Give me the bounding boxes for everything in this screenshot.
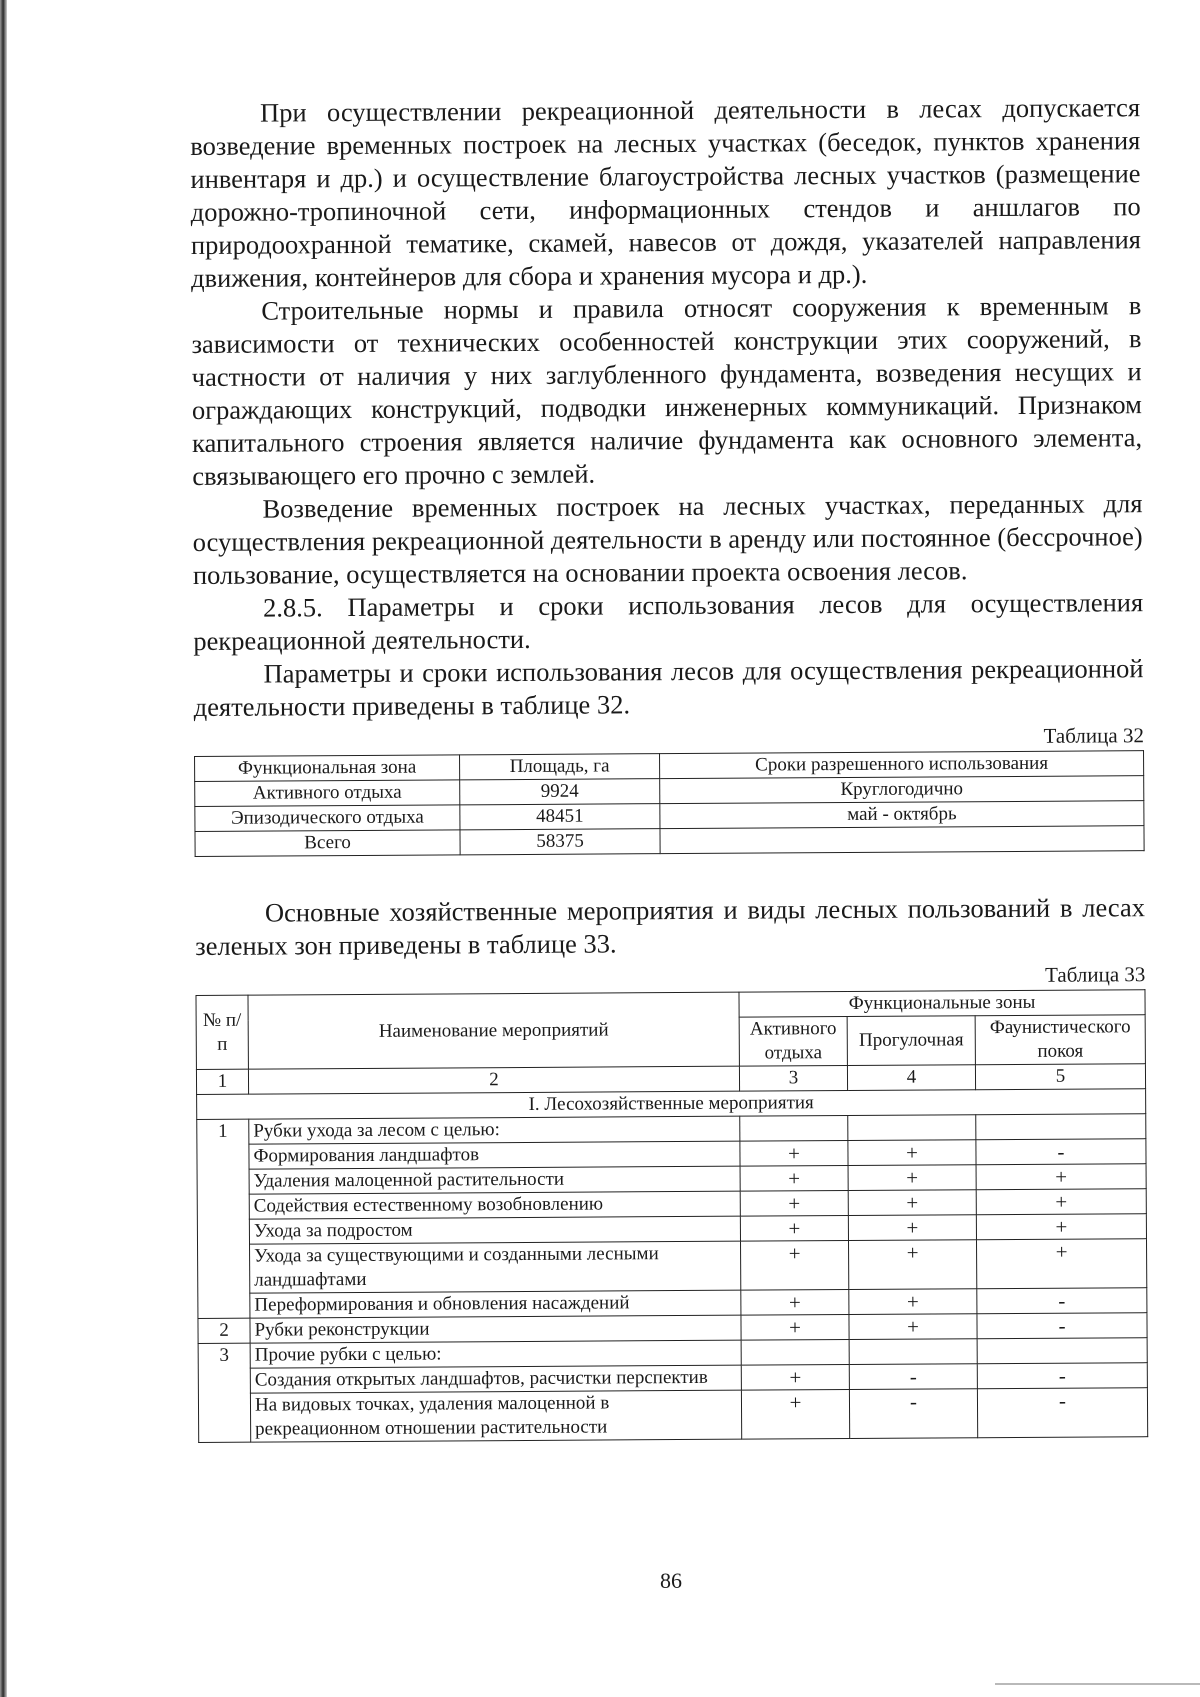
table-row — [198, 1388, 1147, 1443]
table33-cell-mark: + — [740, 1166, 848, 1192]
table-row — [195, 826, 1144, 857]
table32-cell-zone: Активного отдыха — [195, 780, 460, 807]
table32-header-period: Сроки разрешенного использования — [660, 751, 1144, 779]
table-row — [198, 1239, 1147, 1294]
table32-cell-area: 48451 — [460, 804, 660, 830]
column-number: 2 — [248, 1066, 739, 1094]
table33-cell-mark: + — [976, 1189, 1146, 1215]
table33-header-faunistic: Фаунистического покоя — [975, 1015, 1145, 1065]
paragraph-table32-intro: Параметры и сроки использования лесов для осуществления рекреационной деятельности приведены в таблице 32. — [193, 653, 1144, 722]
table33-cell-mark: - — [977, 1388, 1147, 1438]
table33-cell-mark: - — [977, 1313, 1147, 1339]
table33-cell-mark: - — [976, 1139, 1146, 1165]
table33-cell-name: Удаления малоценной растительности — [249, 1166, 740, 1194]
table33-cell-mark: + — [848, 1215, 976, 1241]
table33-cell-mark: + — [740, 1141, 848, 1167]
table32-cell-period: май - октябрь — [660, 801, 1144, 829]
table33-cell-mark: - — [977, 1288, 1147, 1314]
table33-cell-num: 1 — [197, 1119, 250, 1318]
table33-section-title: I. Лесохозяйственные мероприятия — [197, 1089, 1146, 1120]
table32-cell-area: 9924 — [460, 779, 660, 805]
table32-cell-zone: Всего — [195, 830, 460, 857]
scan-bottom-line — [995, 1683, 1200, 1685]
table-33 — [195, 989, 1148, 1443]
table33-cell-mark: + — [849, 1314, 977, 1340]
table33-cell-mark: + — [848, 1165, 976, 1191]
table33-cell-mark: + — [848, 1240, 976, 1290]
table33-cell-mark: + — [848, 1140, 976, 1166]
table32-caption: Таблица 32 — [1043, 723, 1144, 748]
table33-cell-mark: + — [848, 1190, 976, 1216]
table33-cell-name: Формирования ландшафтов — [249, 1141, 740, 1169]
table33-cell-mark — [977, 1338, 1147, 1364]
table32-cell-zone: Эпизодического отдыха — [195, 805, 460, 832]
column-number: 4 — [847, 1065, 975, 1091]
table33-cell-mark: + — [741, 1314, 849, 1340]
scan-edge-shadow — [0, 0, 7, 1697]
table33-cell-mark — [848, 1115, 976, 1141]
table33-header-num: № п/п — [196, 995, 248, 1069]
table33-body — [197, 1114, 1148, 1443]
table33-cell-mark: + — [740, 1240, 848, 1290]
table32-header-zone: Функциональная зона — [195, 755, 460, 782]
table33-cell-mark — [740, 1116, 848, 1142]
table33-cell-name: Прочие рубки с целью: — [250, 1340, 741, 1368]
table33-cell-name: Ухода за существующими и созданными лесными ландшафтами — [250, 1241, 741, 1293]
table33-cell-mark: + — [976, 1164, 1146, 1190]
table33-header-zones: Функциональные зоны — [739, 990, 1145, 1017]
column-number: 3 — [739, 1066, 847, 1092]
paragraph-table33-intro: Основные хозяйственные мероприятия и виды лесных пользований в лесах зеленых зон приведены в таблице 33. — [195, 892, 1146, 961]
paragraph-building-norms: Строительные нормы и правила относят сооружения к временным в зависимости от технических особенностей конструкции этих сооружений, в частности от наличия у них заглубленного фундамента, возведения несущих и ограждающих конструкций, подводки инженерных коммуникаций. Признаком капитального строения является наличие фундамента как основного элемента, связывающего его прочно с землей. — [191, 290, 1143, 491]
column-number: 1 — [196, 1069, 248, 1094]
table33-cell-name: Рубки реконструкции — [250, 1315, 741, 1343]
table33-cell-mark — [741, 1339, 849, 1365]
table33-cell-mark: - — [849, 1364, 977, 1390]
table33-cell-mark: + — [741, 1389, 849, 1439]
table33-cell-mark: - — [849, 1389, 977, 1439]
table33-cell-name: Переформирования и обновления насаждений — [250, 1290, 741, 1318]
table33-header-name: Наименование мероприятий — [248, 992, 739, 1069]
table32-cell-period: Круглогодично — [660, 776, 1144, 804]
table33-caption: Таблица 33 — [1044, 962, 1146, 987]
column-number: 5 — [975, 1064, 1145, 1090]
table33-cell-mark: + — [976, 1214, 1146, 1240]
table33-cell-name: На видовых точках, удаления малоценной в рекреационном отношении растительности — [250, 1390, 741, 1442]
table33-cell-num: 2 — [198, 1318, 250, 1343]
table33-cell-name: Ухода за подростом — [249, 1216, 740, 1244]
table33-header-active: Активного отдыха — [739, 1017, 847, 1067]
table33-cell-mark: + — [741, 1364, 849, 1390]
table33-cell-mark: + — [740, 1215, 848, 1241]
table33-cell-name: Рубки ухода за лесом с целью: — [249, 1116, 740, 1144]
section-heading-2-8-5: 2.8.5. Параметры и сроки использования лесов для осуществления рекреационной деятельности. — [193, 587, 1144, 656]
table33-cell-mark: + — [849, 1289, 977, 1315]
table32-header-area: Площадь, га — [460, 754, 660, 780]
table33-cell-mark — [849, 1339, 977, 1365]
table-32 — [194, 750, 1145, 857]
table33-cell-mark: + — [741, 1289, 849, 1315]
table33-cell-num: 3 — [198, 1343, 251, 1442]
table32-cell-period — [660, 826, 1144, 854]
table33-cell-mark — [976, 1114, 1146, 1140]
table33-cell-name: Создания открытых ландшафтов, расчистки перспектив — [250, 1365, 741, 1393]
document-page — [190, 91, 1148, 1443]
paragraph-erection-basis: Возведение временных построек на лесных участках, переданных для осуществления рекреационной деятельности в аренду или постоянное (бессрочное) пользование, осуществляется на основании проекта освоения лесов. — [192, 488, 1143, 590]
table33-cell-mark: - — [977, 1363, 1147, 1389]
table33-cell-mark: + — [976, 1239, 1146, 1289]
table33-cell-mark: + — [740, 1190, 848, 1216]
page-number: 86 — [660, 1568, 682, 1593]
table33-cell-name: Содействия естественному возобновлению — [249, 1191, 740, 1219]
paragraph-temporary-buildings: При осуществлении рекреационной деятельности в лесах допускается возведение временных построек на лесных участках (беседок, пунктов хранения инвентаря и др.) и осуществление благоустройства лесных участков (размещение дорожно-тропиночной сети, информационных стендов и аншлагов по природоохранной тематике, скамей, навесов от дождя, указателей направления движения, контейнеров для сбора и хранения мусора и др.). — [190, 92, 1141, 293]
table32-cell-area: 58375 — [460, 829, 660, 855]
table33-header-walking: Прогулочная — [847, 1016, 975, 1066]
